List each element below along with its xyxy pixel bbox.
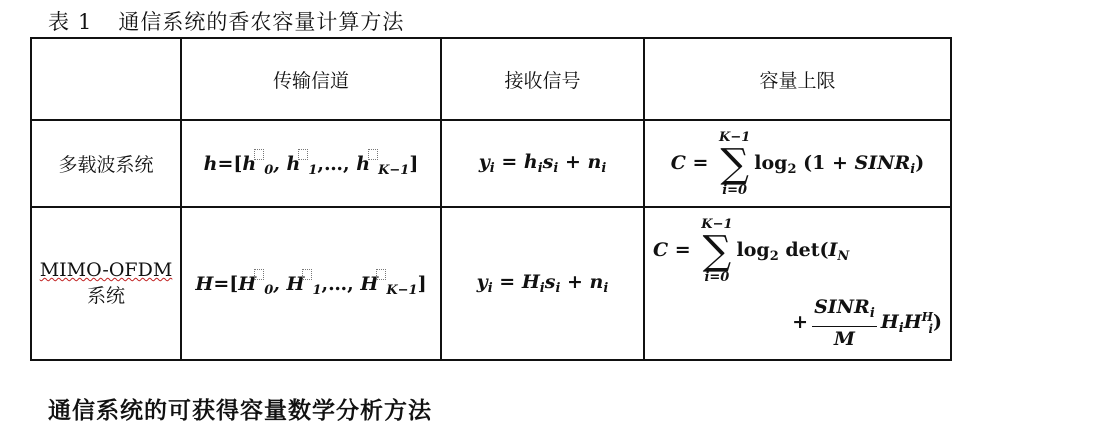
capacity-formula: C = K−1 ∑ i=0 $\log_2 (1$ + $SINR_i$) [644, 120, 951, 207]
row-label-line1: MIMO-OFDM [39, 259, 173, 281]
caption-prefix: 表 [48, 10, 70, 34]
signal-formula: $y_i = h_is_i + n_i$ [441, 120, 644, 207]
header-row [31, 38, 951, 120]
row-label-multicarrier: 多载波系统 [31, 120, 181, 207]
row-label-line2: 系统 [86, 285, 125, 307]
header-channel: 传输信道 [181, 38, 441, 120]
section-heading: 通信系统的可获得容量数学分析方法 [48, 397, 432, 424]
sum-operator: K−1 ∑ i=0 [719, 129, 751, 198]
table-caption [48, 6, 404, 36]
table-row [31, 207, 951, 360]
table-row [31, 120, 951, 207]
channel-formula: h=[h $_0$, h $_1$,…, h $_{K-1}$] [181, 120, 441, 207]
header-capacity: 容量上限 [644, 38, 951, 120]
capacity-table [30, 37, 952, 361]
channel-formula: H=[H $_0$, H $_1$,…, H $_{K-1}$] [181, 207, 441, 360]
row-label-mimo-ofdm [31, 207, 181, 360]
signal-formula: $y_i = H_is_i + n_i$ [441, 207, 644, 360]
sinr-fraction: $\frac{SINR_i}{M}$ [814, 295, 875, 350]
header-signal: 接收信号 [441, 38, 644, 120]
sum-operator: K−1 ∑ i=0 [701, 216, 733, 285]
caption-number: 1 [78, 10, 93, 34]
header-cell-empty [31, 38, 181, 120]
capacity-formula: C = K−1 ∑ i=0 $\log_2 \det(I_N$ + $\frac{SINR_i}{M}$ $H_iH$ H i ) [644, 207, 951, 360]
caption-title: 通信系统的香农容量计算方法 [118, 10, 405, 34]
